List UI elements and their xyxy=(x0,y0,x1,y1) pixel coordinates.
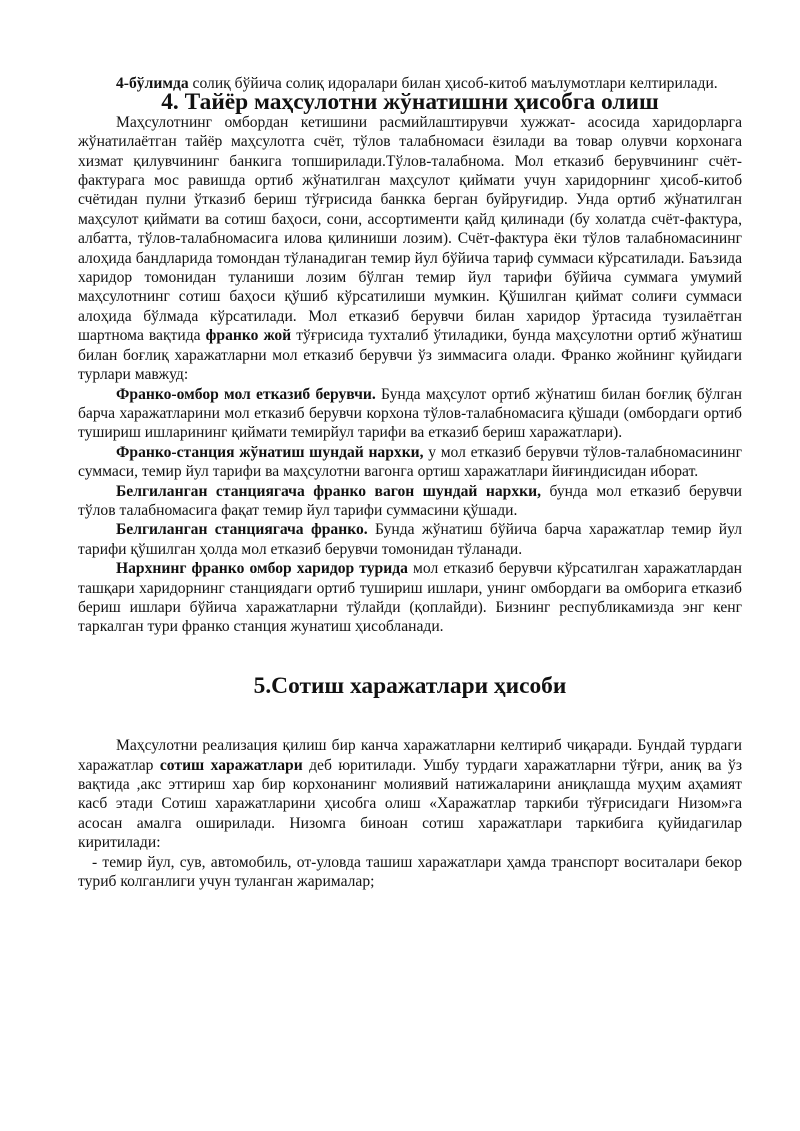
franko-warehouse-text: Бунда маҳсулот ортиб жўнатиш билан боғлиқ бўлган барча харажатларини мол етказиб берувчи корхона тўлов-талабномасига қўшади (омбордаги ортиб тушириш ишларининг қиймати темирйул тарифи ва етказиб бериш харажатлари). xyxy=(78,385,742,442)
franko-wagon-term: Белгиланган станциягача франко вагон шундай нархки, xyxy=(116,482,541,500)
sales-expenses-text-1: Маҳсулотни реализация қилиш бир канча харажатларни келтириб чиқаради. Бундай турдаги харажатлар xyxy=(78,737,742,774)
intro-lead: 4-бўлимда xyxy=(116,75,189,92)
franko-warehouse-paragraph xyxy=(78,385,742,443)
franko-station-term: Франко-станция жўнатиш шундай нархки, xyxy=(116,443,424,461)
franko-wagon-text: бунда мол етказиб берувчи тўлов талабномасига фақат темир йул тарифи суммасини қўшади. xyxy=(78,482,742,519)
intro-text: солиқ бўйича солиқ идоралари билан ҳисоб-китоб маълумотлари келтирилади. xyxy=(188,75,718,92)
franko-designated-station-paragraph xyxy=(78,520,742,559)
shipment-paragraph xyxy=(78,113,742,385)
franko-term: франко жой xyxy=(205,327,292,345)
franko-buyer-warehouse-text: мол етказиб берувчи кўрсатилган харажатлардан ташқари харидорнинг станциядаги ортиб тушириш ишлари, унинг омбордаги ва омборига етказиб бериш ишлари бўйича харажатларни тўлайди (қоплайди). Бизнинг республикамизда энг кенг таркалган тури франко станция жунатиш ҳисобланади. xyxy=(78,560,742,636)
list-item: - темир йул, сув, автомобиль, от-уловда ташиш харажатлари ҳамда транспорт воситалари бекор туриб колганлиги учун туланган жарималар; xyxy=(78,853,742,891)
franko-buyer-warehouse-paragraph xyxy=(78,559,742,637)
franko-station-paragraph xyxy=(78,443,742,482)
franko-wagon-paragraph xyxy=(78,482,742,521)
sales-expenses-paragraph xyxy=(78,736,742,852)
franko-designated-station-text: Бунда жўнатиш бўйича барча харажатлар темир йул тарифи қўшилган ҳолда мол етказиб берувчи томонидан тўланади. xyxy=(78,521,742,558)
franko-designated-station-term: Белгиланган станциягача франко. xyxy=(116,521,368,539)
franko-buyer-warehouse-term: Нархнинг франко омбор харидор турида xyxy=(116,560,408,578)
document-page xyxy=(78,74,742,891)
franko-station-text: у мол етказиб берувчи тўлов-талабномасининг суммаси, темир йул тарифи ва маҳсулотни вагонга ортиш харажатлари йиғиндисидан иборат. xyxy=(78,443,742,481)
section-4-title: 4. Тайёр маҳсулотни жўнатишни ҳисобга олиш xyxy=(161,89,659,116)
section-5-title: 5.Сотиш харажатлари ҳисоби xyxy=(253,672,567,699)
sales-expenses-term: сотиш харажатлари xyxy=(159,756,303,774)
sales-expenses-text-2: деб юритилади. Ушбу турдаги харажатларни тўғри, аниқ ва ўз вақтида ,акс эттириш хар бир корхонанинг молиявий натижаларини аниқлашда муҳим аҳамият касб этади Сотиш харажатларини ҳисобга олиш «Харажатлар таркиби тўғрисидаги Низом»га асосан амалга оширилади. Низомга биноан сотиш харажатлари таркибига қуйидагилар киритилади: xyxy=(78,756,742,852)
shipment-text-2: тўғрисида тухталиб ўтиладики, бунда маҳсулотни ортиб жўнатиш билан боғлиқ харажатларни мол етказиб берувчи ўз зиммасига олади. Франко жойнинг қуйидаги турлари мавжуд: xyxy=(78,327,742,384)
shipment-text-1: Маҳсулотнинг омбордан кетишини расмийлаштирувчи хужжат- асосида харидорларга жўнатилаётган тайёр маҳсулотга счёт, тўлов талабномаси ёзилади ва товар олувчи корхонага хизмат қилувчининг банкига топширилади.Тўлов-талабнома. Мол етказиб берувчининг счёт-фактурага мос равишда ортиб жўнатилган маҳсулот қиймати учун харидорнинг ҳисоб-китоб счётидан пулни ўтказиб бериш тўғрисида банкка берган буйруғидир. Унда ортиб жўнатилган маҳсулот қиймати ва сотиш баҳоси, сони, ассортименти қайд қилинади (бу холатда счёт-фактура, албатта, тўлов-талабномасига илова қилиниши лозим). Счёт-фактура ёки тўлов талабномасининг алоҳида бандларида томондан тўланадиган темир йул бўйича тариф суммаси кўрсатилади. Баъзида харидор томонидан туланиши лозим бўлган темир йул тарифи бўйича суммага умумий маҳсулотнинг сотиш баҳоси қўшиб кўрсатилиши мумкин. Қўшилган қиймат солиғи суммаси алоҳида бўлмада кўрсатилади. Мол етказиб берувчи билан харидор ўртасида тузилаётган шартнома вақтида xyxy=(78,113,742,345)
franko-warehouse-term: Франко-омбор мол етказиб берувчи. xyxy=(116,385,376,403)
